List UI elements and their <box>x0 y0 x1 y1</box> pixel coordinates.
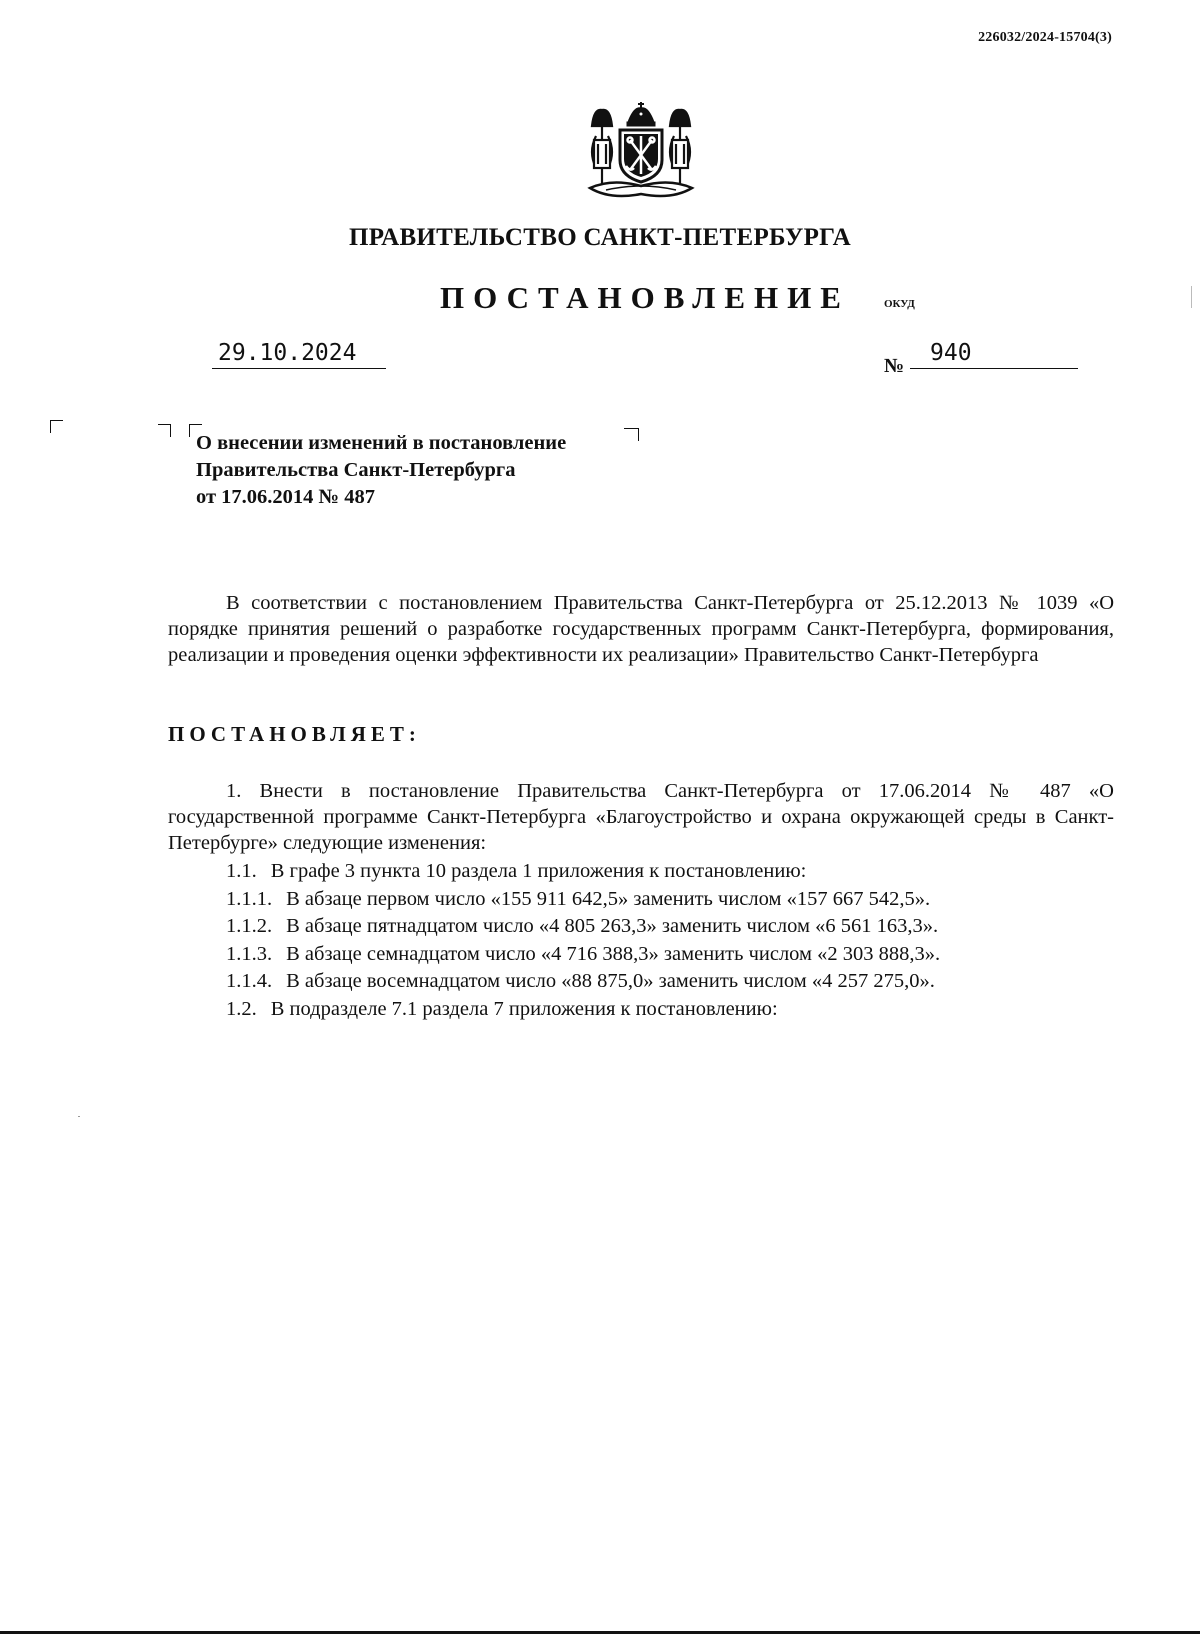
item-1 <box>168 778 1114 856</box>
subitem-number: 1.1.2. <box>226 915 273 937</box>
document-registration-id: 226032/2024-15704(3) <box>978 30 1112 45</box>
subitem-number: 1.1.3. <box>226 942 273 965</box>
subitem-text: В абзаце семнадцатом число «4 716 388,3» заменить числом «2 303 888,3». <box>286 942 941 965</box>
subject-corner-mark <box>624 428 639 441</box>
list-item <box>226 968 940 996</box>
decree-title: ПОСТАНОВЛЕНИЕ <box>440 280 850 315</box>
subject-line: Правительства Санкт-Петербурга <box>196 459 516 481</box>
decree-subject <box>196 430 566 511</box>
list-item <box>226 913 940 941</box>
subject-line: от 17.06.2014 № 487 <box>196 486 376 508</box>
okud-label: ОКУД <box>884 298 915 310</box>
list-item <box>226 941 940 969</box>
subitem-text: В подразделе 7.1 раздела 7 приложения к постановлению: <box>270 997 778 1020</box>
subitem-number: 1.1.1. <box>226 887 273 910</box>
decree-date: 29.10.2024 <box>212 340 386 369</box>
decree-number: 940 <box>910 340 1078 369</box>
subitem-text: В графе 3 пункта 10 раздела 1 приложения к постановлению: <box>270 860 807 882</box>
subitem-number: 1.2. <box>226 997 257 1020</box>
list-item <box>226 858 940 886</box>
subitem-text: В абзаце пятнадцатом число «4 805 263,3» заменить числом «6 561 163,3». <box>286 915 939 937</box>
scan-artifact <box>78 1116 80 1117</box>
resolves-heading: ПОСТАНОВЛЯЕТ: <box>168 722 421 746</box>
subject-corner-mark <box>158 424 171 437</box>
number-label: № <box>884 355 905 377</box>
subitem-number: 1.1.4. <box>226 970 273 992</box>
scan-edge-mark <box>1191 286 1194 308</box>
subitem-text: В абзаце первом число «155 911 642,5» заменить числом «157 667 542,5». <box>286 887 931 910</box>
preamble <box>168 590 1114 668</box>
margin-corner-mark <box>50 420 63 433</box>
st-petersburg-coat-of-arms-icon <box>582 102 700 202</box>
item-1-text: 1. Внести в постановление Правительства Санкт-Петербурга от 17.06.2014 № 487 «О государственной программе Санкт-Петербурга «Благоустройство и охрана окружающей среды в Санкт-Петербурге» следующие изменения: <box>168 780 1114 854</box>
list-item <box>226 886 940 914</box>
subitem-text: В абзаце восемнадцатом число «88 875,0» заменить числом «4 257 275,0». <box>286 970 935 992</box>
subitems-list <box>226 858 940 1023</box>
list-item <box>226 996 940 1024</box>
subitem-number: 1.1. <box>226 860 257 882</box>
preamble-text: В соответствии с постановлением Правительства Санкт-Петербурга от 25.12.2013 № 1039 «О порядке принятия решений о разработке государственных программ Санкт-Петербурга, формирования, реализации и проведения оценки эффективности их реализации» Правительство Санкт-Петербурга <box>168 592 1114 666</box>
subject-line: О внесении изменений в постановление <box>196 432 567 454</box>
government-title: ПРАВИТЕЛЬСТВО САНКТ-ПЕТЕРБУРГА <box>348 224 852 251</box>
